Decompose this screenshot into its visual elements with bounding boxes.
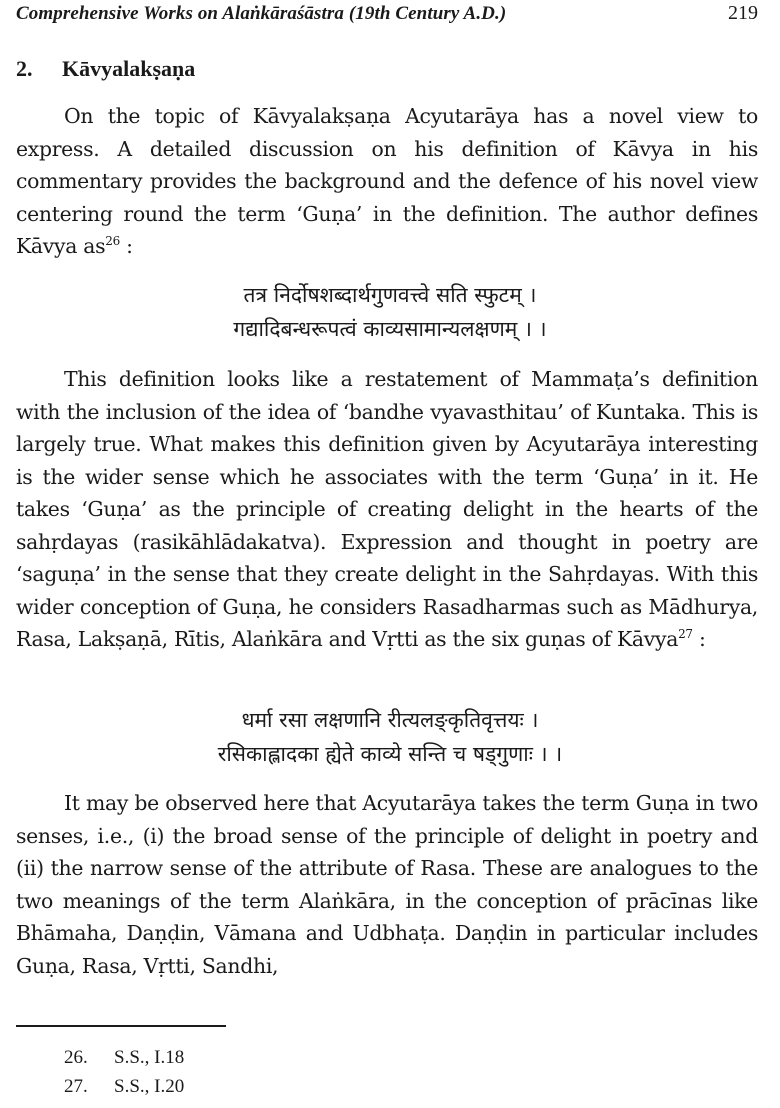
paragraph-text: On the topic of Kāvyalakṣaṇa Acyutarāya has a novel view to express. A detailed discussion on his definition of Kāvya in his commentary provides the background and the defence of his novel view centering round the term ‘Guṇa’ in the definition. The author defines Kāvya as [16,104,758,258]
footnote-ref: 27 [678,627,693,642]
footnote-number: 26. [64,1047,88,1068]
footnote-number: 27. [64,1076,88,1097]
paragraph-text: This definition looks like a restatement of Mammaṭa’s definition with the inclusion of the idea of ‘bandhe vyavasthitau’ of Kuntaka. This is largely true. What makes this definition given by Acyutarāya interesting is the wider sense which he associates with the term ‘Guṇa’ in it. He takes ‘Guṇa’ as the principle of creating delight in the hearts of the sahṛdayas (rasikāhlādakatva). Expression and thought in poetry are ‘saguṇa’ in the sense that they create delight in the Sahṛdayas. With this wider conception of Guṇa, he considers Rasadharmas such as Mādhurya, Rasa, Lakṣaṇā, Rītis, Alaṅkāra and Vṛtti as the six guṇas of Kāvya [16,367,758,651]
section-heading [16,56,195,82]
paragraph [16,363,758,656]
sanskrit-verse [0,278,780,346]
paragraph [16,787,758,982]
footnote [64,1047,184,1069]
paragraph-tail: : [692,627,706,651]
running-head [16,2,758,28]
footnote-text: S.S., I.18 [114,1047,185,1068]
paragraph-tail: : [119,234,133,258]
page-number: 219 [728,2,758,24]
paragraph-text: It may be observed here that Acyutarāya takes the term Guṇa in two senses, i.e., (i) the broad sense of the principle of delight in poetry and (ii) the narrow sense of the attribute of Rasa. These are analogues to the two meanings of the term Alaṅkāra, in the conception of prācīnas like Bhāmaha, Daṇḍin, Vāmana and Udbhaṭa. Daṇḍin in particular includes Guṇa, Rasa, Vṛtti, Sandhi, [16,791,758,978]
footnote-divider [16,1025,226,1027]
footnote [64,1076,184,1098]
footnote-text: S.S., I.20 [114,1076,185,1097]
section-number: 2. [16,56,33,81]
running-title: Comprehensive Works on Alaṅkāraśāstra (19th Century A.D.) [16,3,507,24]
verse-line: धर्मा रसा लक्षणानि रीत्यलङ्कृतिवृत्तयः । [241,708,539,732]
verse-line: तत्र निर्दोषशब्दार्थगुणवत्त्वे सति स्फुटम् । [243,283,537,307]
verse-line: रसिकाह्लादका ह्येते काव्ये सन्ति च षड्गुणाः । । [217,742,563,766]
section-title: Kāvyalakṣaṇa [62,56,196,81]
paragraph [16,100,758,263]
footnote-ref: 26 [105,234,120,249]
sanskrit-verse [0,703,780,771]
verse-line: गद्यादिबन्धरूपत्वं काव्यसामान्यलक्षणम् । । [233,317,547,341]
